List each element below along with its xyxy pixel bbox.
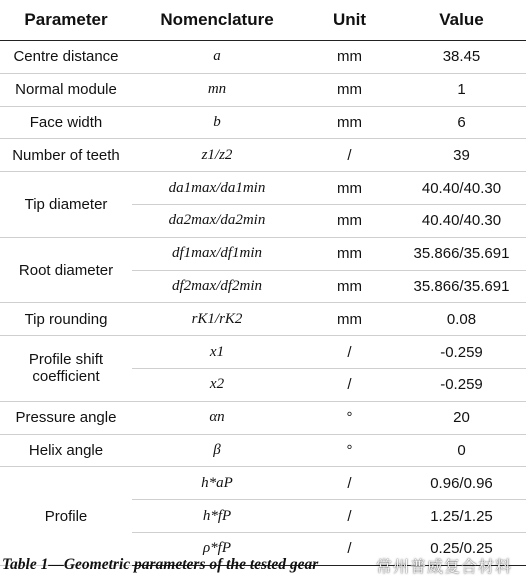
parameter-cell: Profile shift coefficient: [0, 336, 132, 402]
nomenclature-symbol: da1max/da1min: [168, 179, 266, 196]
nomenclature-cell: [132, 270, 302, 303]
unit-cell: mm: [302, 204, 397, 237]
watermark-text: 常州普威复合材料: [375, 556, 512, 576]
header-nomenclature: Nomenclature: [132, 0, 302, 41]
table-row: [0, 172, 526, 205]
value-cell: -0.259: [397, 336, 526, 369]
nomenclature-cell: [132, 139, 302, 172]
table-header-row: [0, 0, 526, 41]
parameter-cell: Number of teeth: [0, 139, 132, 172]
parameter-cell: Helix angle: [0, 434, 132, 467]
nomenclature-cell: [132, 41, 302, 74]
table-row: [0, 401, 526, 434]
nomenclature-cell: [132, 73, 302, 106]
parameter-cell: Profile: [0, 467, 132, 565]
nomenclature-symbol: h*aP: [201, 474, 233, 491]
unit-cell: mm: [302, 303, 397, 336]
header-parameter: Parameter: [0, 0, 132, 41]
value-cell: 0.08: [397, 303, 526, 336]
nomenclature-symbol: da2max/da2min: [168, 212, 266, 229]
parameter-cell: Pressure angle: [0, 401, 132, 434]
nomenclature-symbol: mn: [207, 81, 227, 98]
nomenclature-cell: [132, 172, 302, 205]
value-cell: 0: [397, 434, 526, 467]
nomenclature-symbol: rK1/rK2: [191, 310, 243, 327]
table-caption: Table 1—Geometric parameters of the tested gear: [2, 556, 319, 573]
value-cell: 40.40/40.30: [397, 204, 526, 237]
value-cell: 1.25/1.25: [397, 500, 526, 533]
unit-cell: mm: [302, 73, 397, 106]
unit-cell: mm: [302, 106, 397, 139]
nomenclature-cell: [132, 303, 302, 336]
table-row: [0, 73, 526, 106]
nomenclature-symbol: df1max/df1min: [172, 245, 262, 262]
unit-cell: mm: [302, 270, 397, 303]
value-cell: 35.866/35.691: [397, 237, 526, 270]
nomenclature-cell: [132, 434, 302, 467]
unit-cell: /: [302, 500, 397, 533]
value-cell: 20: [397, 401, 526, 434]
nomenclature-cell: [132, 204, 302, 237]
table-row: [0, 139, 526, 172]
nomenclature-symbol: αn: [209, 409, 225, 426]
table-row: [0, 336, 526, 369]
table-row: [0, 41, 526, 74]
parameter-cell: Face width: [0, 106, 132, 139]
value-cell: 40.40/40.30: [397, 172, 526, 205]
parameter-cell: Centre distance: [0, 41, 132, 74]
value-cell: 39: [397, 139, 526, 172]
table-row: [0, 303, 526, 336]
header-unit: Unit: [302, 0, 397, 41]
table-row: [0, 467, 526, 500]
nomenclature-symbol: x2: [209, 376, 225, 393]
nomenclature-symbol: β: [213, 441, 221, 458]
table-row: [0, 237, 526, 270]
nomenclature-symbol: h*fP: [202, 507, 232, 524]
value-cell: 38.45: [397, 41, 526, 74]
watermark: [366, 552, 522, 578]
nomenclature-cell: [132, 500, 302, 533]
header-value: Value: [397, 0, 526, 41]
unit-cell: °: [302, 401, 397, 434]
table-row: [0, 434, 526, 467]
value-cell: 35.866/35.691: [397, 270, 526, 303]
nomenclature-symbol: x1: [209, 343, 225, 360]
value-cell: 1: [397, 73, 526, 106]
parameter-cell: Tip rounding: [0, 303, 132, 336]
unit-cell: mm: [302, 41, 397, 74]
nomenclature-symbol: a: [213, 48, 221, 65]
nomenclature-symbol: ρ*fP: [202, 540, 232, 557]
unit-cell: mm: [302, 237, 397, 270]
value-cell: -0.259: [397, 368, 526, 401]
value-cell: 6: [397, 106, 526, 139]
parameter-cell: Normal module: [0, 73, 132, 106]
value-cell: 0.96/0.96: [397, 467, 526, 500]
unit-cell: /: [302, 532, 397, 565]
nomenclature-cell: [132, 368, 302, 401]
unit-cell: /: [302, 467, 397, 500]
nomenclature-symbol: b: [213, 113, 221, 130]
parameter-cell: Tip diameter: [0, 172, 132, 238]
nomenclature-symbol: z1/z2: [201, 146, 233, 163]
nomenclature-cell: [132, 467, 302, 500]
nomenclature-symbol: df2max/df2min: [172, 277, 262, 294]
table-row: [0, 106, 526, 139]
nomenclature-cell: [132, 237, 302, 270]
nomenclature-cell: [132, 401, 302, 434]
nomenclature-cell: [132, 106, 302, 139]
unit-cell: /: [302, 336, 397, 369]
unit-cell: °: [302, 434, 397, 467]
value-cell: 0.25/0.25: [397, 532, 526, 565]
unit-cell: /: [302, 139, 397, 172]
unit-cell: /: [302, 368, 397, 401]
unit-cell: mm: [302, 172, 397, 205]
parameter-cell: Root diameter: [0, 237, 132, 303]
nomenclature-cell: [132, 336, 302, 369]
